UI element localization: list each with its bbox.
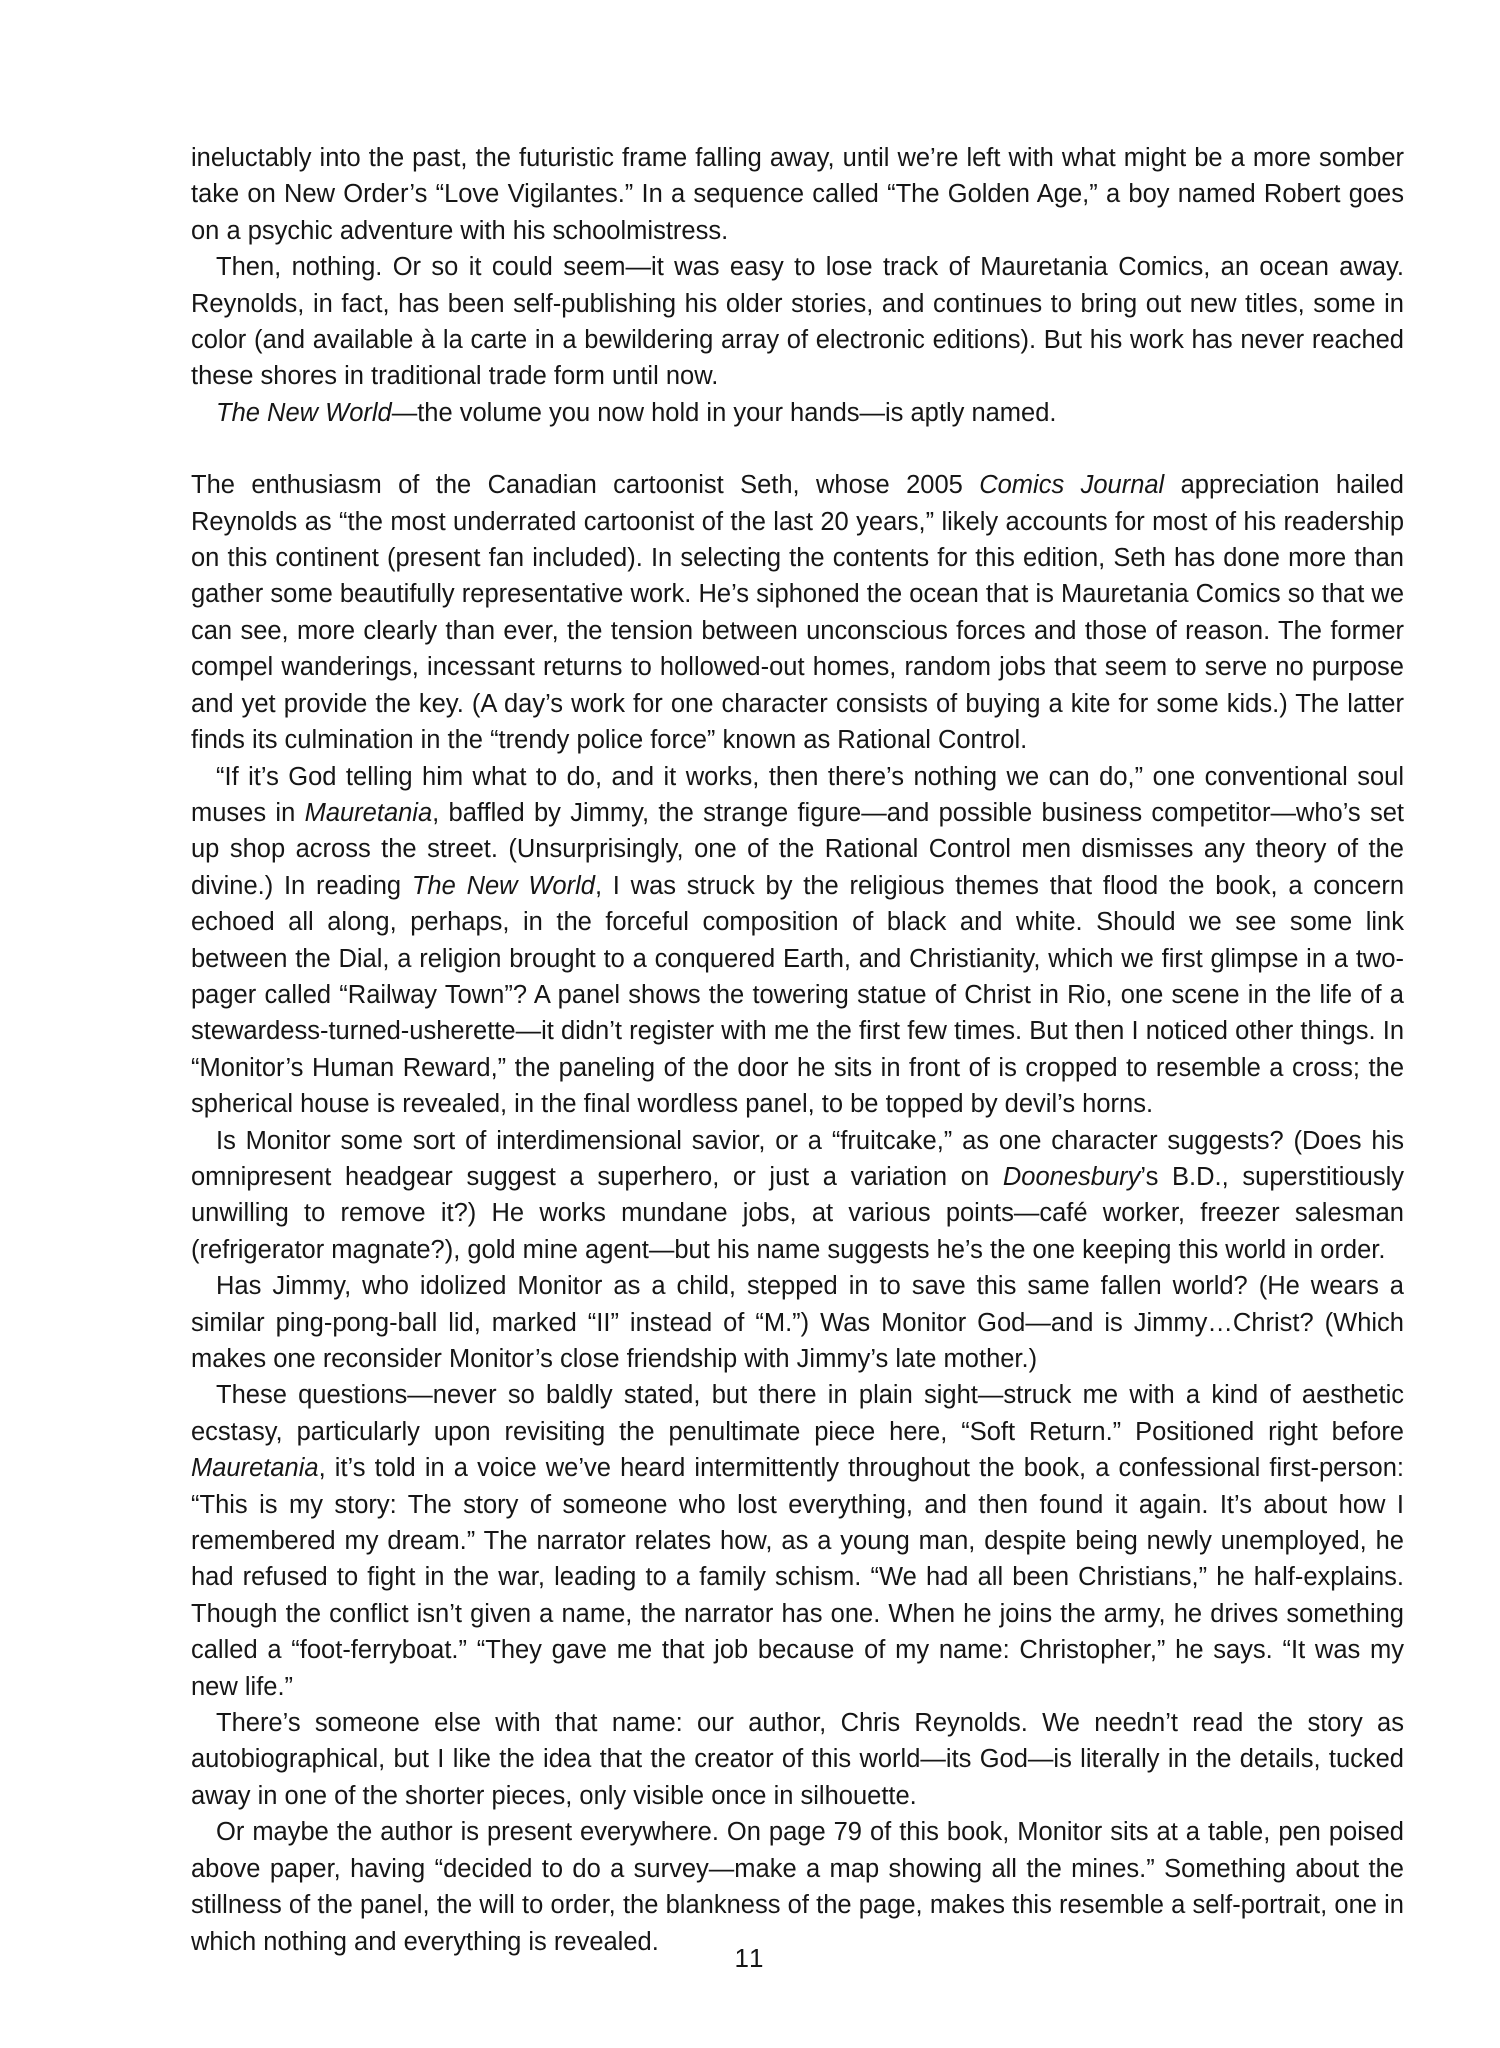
paragraph-text: ’s B.D., superstitiously unwilling to remove it?) He works mundane jobs, at various points—café worker, freezer salesman (refrigerator magnate?), gold mine agent—but his name suggests he’s the one keeping this world in order. (191, 1162, 1404, 1264)
paragraph: Or maybe the author is present everywhere. On page 79 of this book, Monitor sits at a table, pen poised above paper, having “decided to do a survey—make a map showing all the mines.” Something about the stillness of the panel, the will to order, the blankness of the page, makes this resemble a self-portrait, one in which nothing and everything is revealed. (191, 1818, 1404, 1956)
paragraph-text: appreciation hailed Reynolds as “the most underrated cartoonist of the last 20 years,” likely accounts for most of his readership on this continent (present fan included). In selecting the contents for this edition, Seth has done more than gather some beautifully representative work. He’s siphoned the ocean that is Mauretania Comics so that we can see, more clearly than ever, the tension between unconscious forces and those of reason. The former compel wanderings, incessant returns to hollowed-out homes, random jobs that seem to serve no purpose and yet provide the key. (A day’s work for one character consists of buying a kite for some kids.) The latter finds its culmination in the “trendy police force” known as Rational Control. (191, 471, 1404, 755)
book-title: The New World (411, 871, 595, 900)
paragraph-text: , I was struck by the religious themes that flood the book, a concern echoed all along, perhaps, in the forceful composition of black and white. Should we see some link between the Dial, a religion brought to a conquered Earth, and Christianity, which we first glimpse in a two-pager called “Railway Town”? A panel shows the towering statue of Christ in Rio, one scene in the life of a stewardess-turned-usherette—it didn’t register with me the first few times. But then I noticed other things. In “Monitor’s Human Reward,” the paneling of the door he sits in front of is cropped to resemble a cross; the spherical house is revealed, in the final wordless panel, to be topped by devil’s horns. (191, 871, 1405, 1119)
paragraph (191, 759, 1404, 1123)
book-title: Mauretania (304, 798, 433, 827)
paragraph (191, 395, 1404, 431)
paragraph: There’s someone else with that name: our author, Chris Reynolds. We needn’t read the story as autobiographical, but I like the idea that the creator of this world—its God—is literally in the details, tucked away in one of the shorter pieces, only visible once in silhouette. (191, 1709, 1404, 1810)
paragraph-text: , it’s told in a voice we’ve heard intermittently throughout the book, a confessional first-person: “This is my story: The story of someone who lost everything, and then found it again. It’s about how I remembered my dream.” The narrator relates how, as a young man, despite being newly unemployed, he had refused to fight in the war, leading to a family schism. “We had all been Christians,” he half-explains. Though the conflict isn’t given a name, the narrator has one. When he joins the army, he drives something called a “foot-ferryboat.” “They gave me that job because of my name: Christopher,” he says. “It was my new life.” (191, 1454, 1404, 1701)
paragraph (191, 467, 1404, 758)
paragraph-text: , baffled by Jimmy, the strange figure—and possible business competitor—who’s set up shop across the street. (Unsurprisingly, one of the Rational Control men dismisses any theory of the divine.) In reading (191, 798, 1405, 900)
book-title: The New World (216, 398, 392, 427)
publication-title: Comics Journal (979, 471, 1165, 500)
article-body (191, 140, 1404, 1960)
paragraph-text: Is Monitor some sort of interdimensional savior, or a “fruitcake,” as one character suggests? (Does his omnipresent headgear suggest a superhero, or just a variation on (191, 1126, 1404, 1191)
section-break (191, 431, 1404, 467)
comic-title: Doonesbury (1002, 1162, 1141, 1191)
paragraph-text: “If it’s God telling him what to do, and it works, then there’s nothing we can do,” one conventional soul muses in (191, 762, 1404, 827)
paragraph: Has Jimmy, who idolized Monitor as a child, stepped in to save this same fallen world? (He wears a similar ping-pong-ball lid, marked “II” instead of “M.”) Was Monitor God—and is Jimmy…Christ? (Which makes one reconsider Monitor’s close friendship with Jimmy’s late mother.) (191, 1272, 1404, 1373)
paragraph (191, 1123, 1404, 1269)
paragraph: Then, nothing. Or so it could seem—it was easy to lose track of Mauretania Comics, an ocean away. Reynolds, in fact, has been self-publishing his older stories, and continues to bring out new titles, some in color (and available à la carte in a bewildering array of electronic editions). But his work has never reached these shores in traditional trade form until now. (191, 253, 1404, 391)
paragraph-text: These questions—never so baldly stated, but there in plain sight—struck me with a kind of aesthetic ecstasy, particularly upon revisiting the penultimate piece here, “Soft Return.” Positioned right before (191, 1381, 1404, 1446)
book-title: Mauretania (191, 1454, 319, 1483)
paragraph-text: —the volume you now hold in your hands—is aptly named. (391, 398, 1057, 427)
page-number: 11 (734, 1943, 766, 1973)
paragraph: ineluctably into the past, the futuristic frame falling away, until we’re left with what might be a more somber take on New Order’s “Love Vigilantes.” In a sequence called “The Golden Age,” a boy named Robert goes on a psychic adventure with his schoolmistress. (191, 144, 1404, 245)
paragraph-text: The enthusiasm of the Canadian cartoonist Seth, whose 2005 (191, 471, 980, 500)
paragraph (191, 1377, 1404, 1705)
